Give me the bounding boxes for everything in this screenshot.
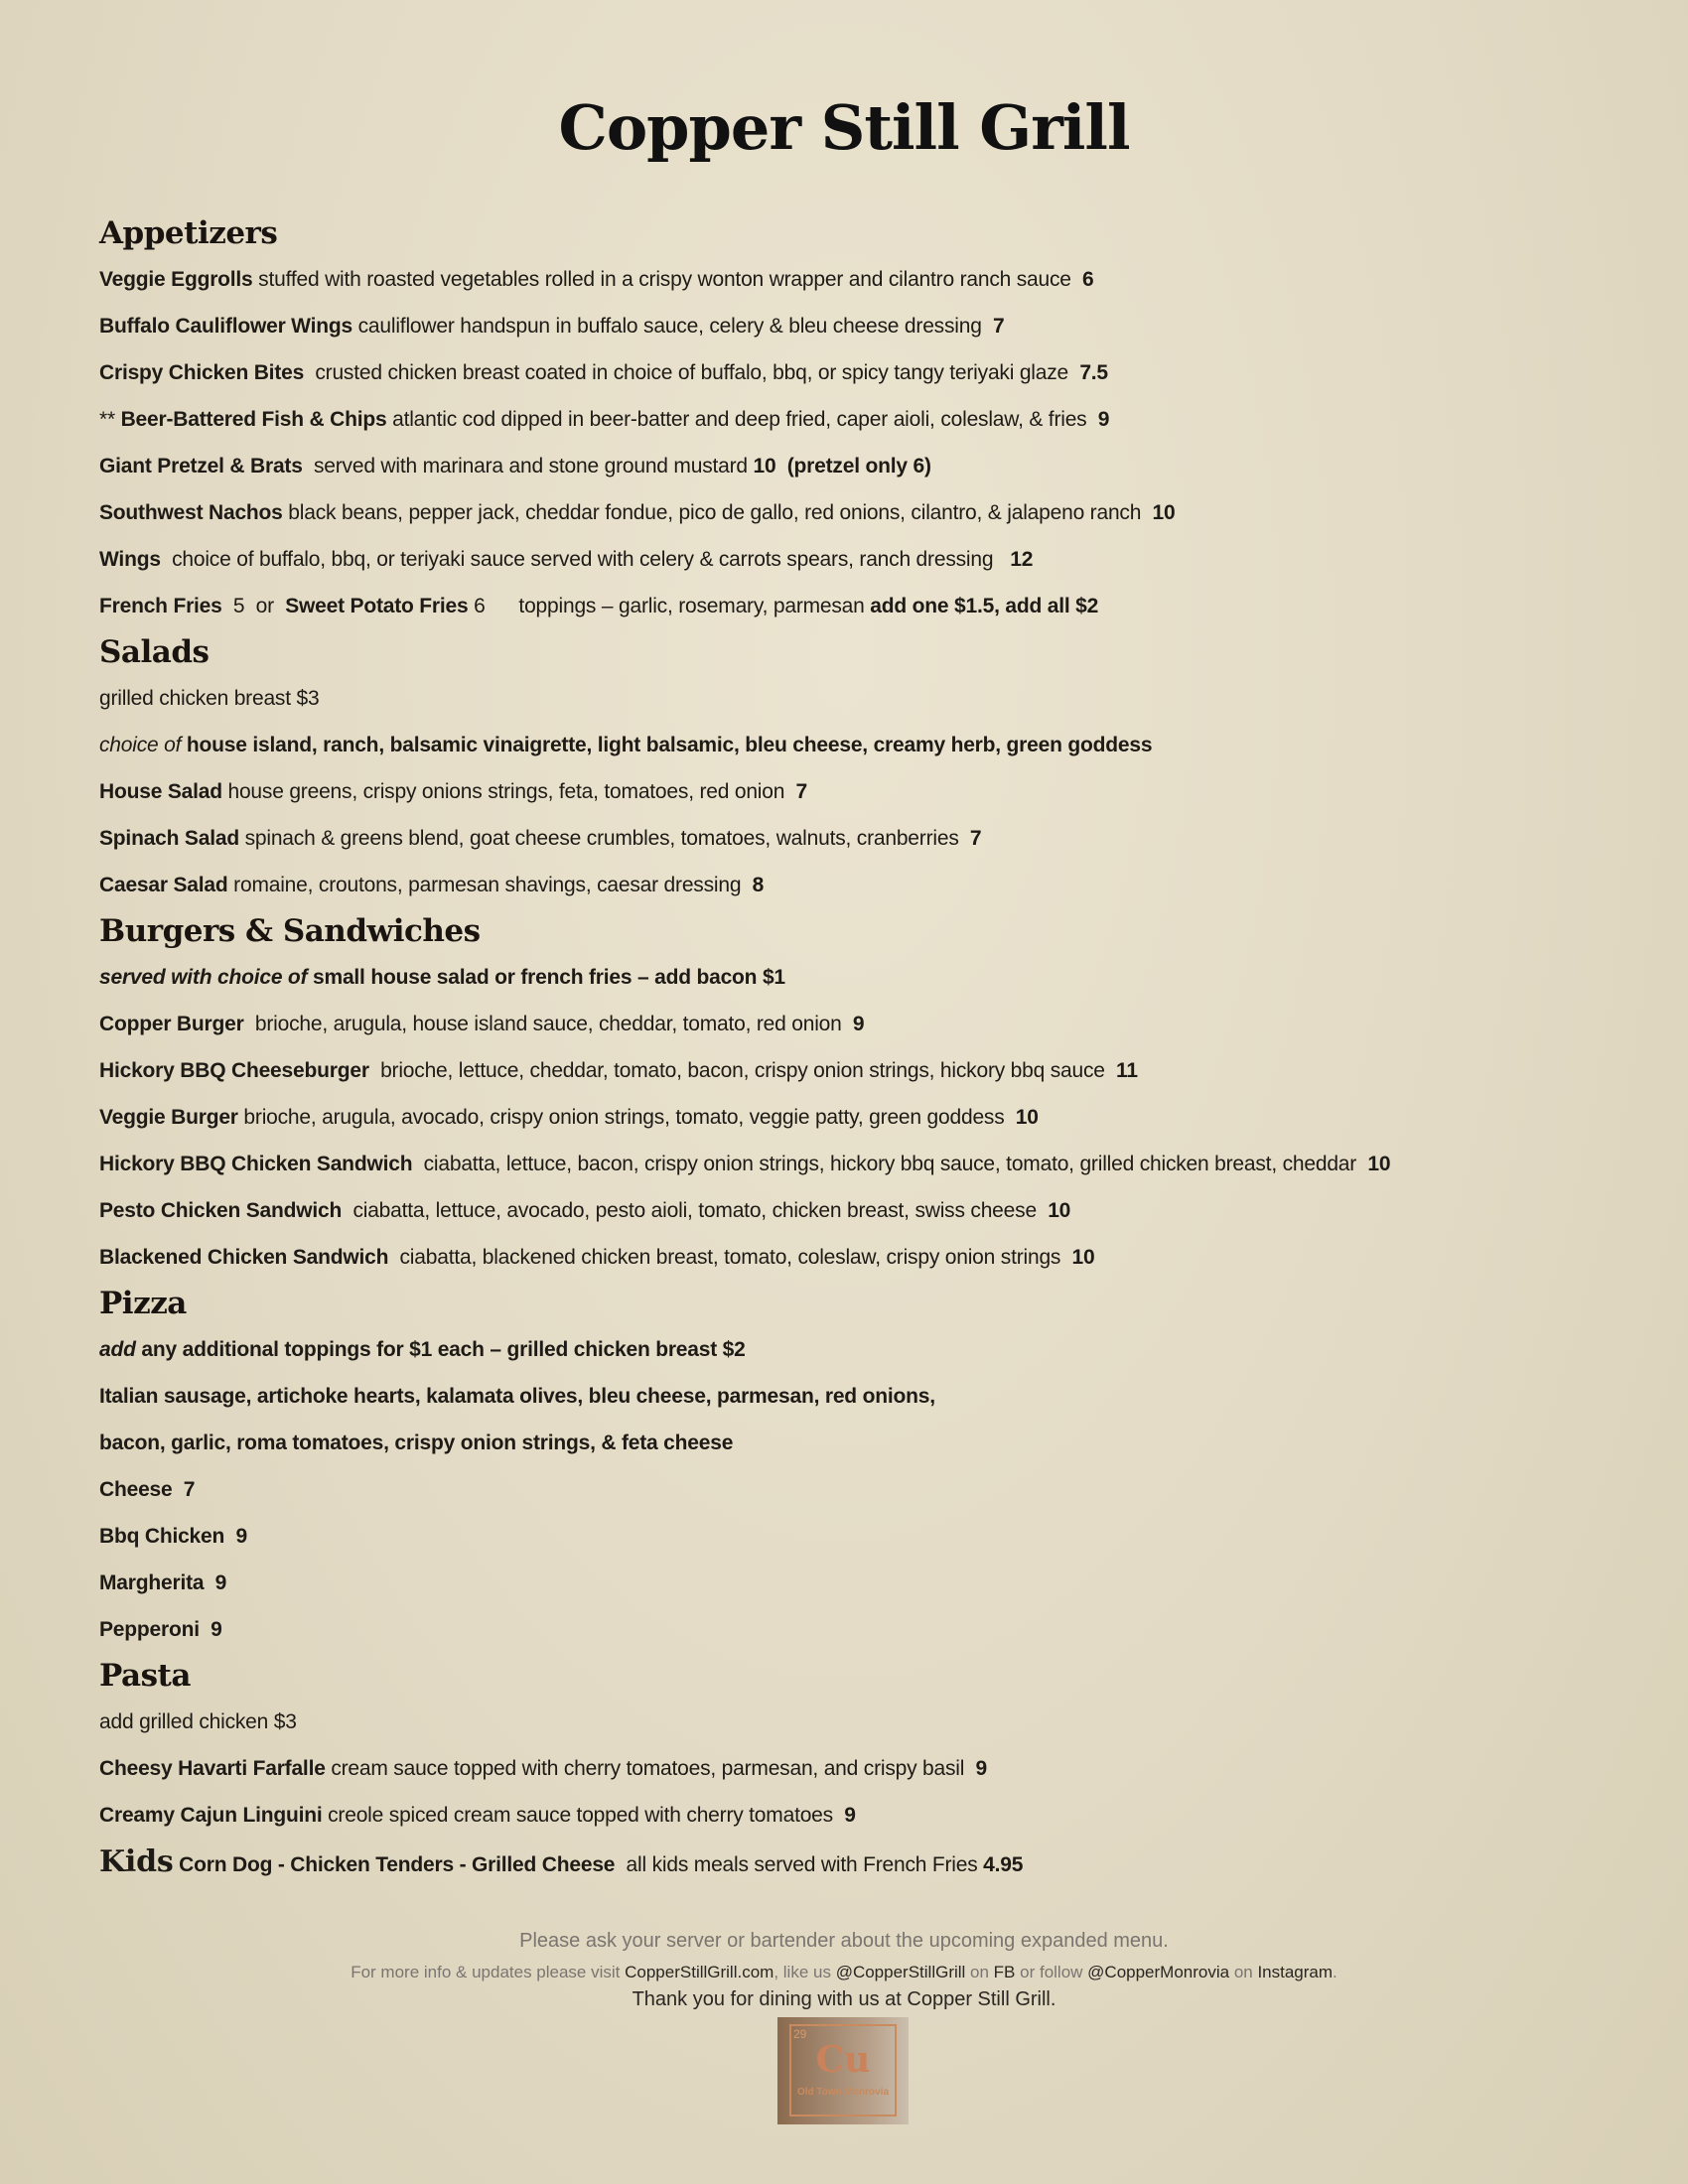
menu-item-name: Southwest Nachos (99, 501, 283, 524)
menu-item (99, 489, 1648, 536)
menu-item-name: Cheesy Havarti Farfalle (99, 1757, 326, 1780)
menu-item (99, 954, 1648, 1001)
menu-item-text: brioche, lettuce, cheddar, tomato, bacon, crispy onion strings, hickory bbq sauce (368, 1059, 1117, 1082)
menu-item-text: house greens, crispy onions strings, feta, tomatoes, red onion (221, 780, 796, 803)
menu-item-name: 10 (1015, 1106, 1039, 1129)
menu-item (99, 815, 1648, 862)
menu-item-name: 7 (992, 315, 1005, 338)
menu-item-text: 6 toppings – garlic, rosemary, parmesan (468, 595, 871, 617)
menu-item-name: Hickory BBQ Cheeseburger (99, 1059, 369, 1082)
logo-caption: Old Town Monrovia (796, 2087, 890, 2098)
menu-item-text: crusted chicken breast coated in choice of buffalo, bbq, or spicy tangy teriyaki glaze (304, 361, 1080, 384)
copper-element-logo (777, 2017, 909, 2124)
menu-item (99, 1560, 1648, 1606)
section-heading: Salads (99, 634, 210, 670)
menu-item (99, 1466, 1648, 1513)
menu-item (99, 1606, 1648, 1653)
menu-item-name: Creamy Cajun Linguini (99, 1804, 323, 1827)
menu-item-text: choice of (99, 734, 182, 756)
menu-item (99, 722, 1648, 768)
menu-item-name: Caesar Salad (99, 874, 228, 896)
menu-item-text: ** (99, 408, 121, 431)
menu-item-name: Veggie Eggrolls (99, 268, 253, 291)
menu-item-name: 9 (975, 1757, 987, 1780)
menu-item-text: cauliflower handspun in buffalo sauce, celery & bleu cheese dressing (352, 315, 993, 338)
menu-item-name: Spinach Salad (99, 827, 239, 850)
menu-item-text: spinach & greens blend, goat cheese crumbles, tomatoes, walnuts, cranberries (238, 827, 970, 850)
menu-item-text: ciabatta, lettuce, bacon, crispy onion strings, hickory bbq sauce, tomato, grilled chicken breast, cheddar (412, 1153, 1368, 1175)
menu-item (99, 675, 1648, 722)
menu-item (99, 1513, 1648, 1560)
menu-item (99, 396, 1648, 443)
menu-item-name: Veggie Burger (99, 1106, 238, 1129)
menu-item-name: Blackened Chicken Sandwich (99, 1246, 389, 1269)
menu-item (99, 1047, 1648, 1094)
social-link[interactable]: Instagram (1257, 1963, 1334, 1981)
menu-item (99, 256, 1648, 303)
menu-item-name: 7 (795, 780, 807, 803)
menu-item-name: 4.95 (983, 1853, 1024, 1876)
menu-item (99, 443, 1648, 489)
menu-item (99, 1141, 1648, 1187)
menu-item (99, 768, 1648, 815)
footer-text: on (965, 1963, 994, 1981)
menu-item-name: 10 (pretzel only 6) (753, 455, 931, 478)
social-link[interactable]: @CopperMonrovia (1087, 1963, 1230, 1981)
menu-item-name: Pesto Chicken Sandwich (99, 1199, 343, 1222)
footer-text: or follow (1015, 1963, 1088, 1981)
menu-item-name: 10 (1152, 501, 1176, 524)
menu-item-name: Corn Dog - Chicken Tenders - Grilled Cheese (173, 1853, 616, 1876)
menu-item-text: cream sauce topped with cherry tomatoes, parmesan, and crispy basil (325, 1757, 976, 1780)
menu-item-name: small house salad or french fries – add bacon $1 (307, 966, 785, 989)
menu-item-name: 9 (852, 1013, 865, 1035)
section-heading: Pizza (99, 1286, 187, 1321)
menu-item-name: 6 (1082, 268, 1094, 291)
section-heading: Appetizers (99, 215, 278, 251)
menu-item-name: 7 (969, 827, 982, 850)
menu-item (99, 1420, 1648, 1466)
menu-item-name: Hickory BBQ Chicken Sandwich (99, 1153, 413, 1175)
footer-text: , like us (774, 1963, 836, 1981)
footer-text: For more info & updates please visit (351, 1963, 626, 1981)
menu-item-name: bacon, garlic, roma tomatoes, crispy onion strings, & feta cheese (99, 1432, 734, 1454)
menu-item-name: Bbq Chicken (99, 1525, 225, 1548)
menu-item-text: Kids (99, 1844, 174, 1879)
menu-item-name: 9 (211, 1618, 222, 1641)
menu-item-name: Giant Pretzel & Brats (99, 455, 303, 478)
footer-expanded-menu-note: Please ask your server or bartender about the upcoming expanded menu. (519, 1930, 1169, 1952)
menu-item-text: brioche, arugula, house island sauce, cheddar, tomato, red onion (243, 1013, 853, 1035)
menu-item (99, 1187, 1648, 1234)
menu-item-name: Italian sausage, artichoke hearts, kalamata olives, bleu cheese, parmesan, red onions, (99, 1385, 935, 1408)
menu-item-name: Buffalo Cauliflower Wings (99, 315, 352, 338)
footer-thank-you: Thank you for dining with us at Copper Still Grill. (632, 1988, 1056, 2010)
menu-item (99, 1094, 1648, 1141)
menu-item (99, 583, 1648, 629)
menu-item (99, 349, 1648, 396)
menu-item-text: 5 or (221, 595, 286, 617)
menu-item (99, 536, 1648, 583)
menu-item-name: 10 (1071, 1246, 1095, 1269)
menu-item-name: 12 (1010, 548, 1034, 571)
menu-item (99, 1745, 1648, 1792)
menu-item (99, 862, 1648, 908)
menu-item-text (200, 1618, 211, 1641)
menu-item-text: grilled chicken breast $3 (99, 687, 320, 710)
menu-item-text: creole spiced cream sauce topped with cherry tomatoes (322, 1804, 845, 1827)
menu-item-name: 7 (183, 1478, 196, 1501)
menu-body (99, 210, 1648, 1885)
social-link[interactable]: FB (993, 1963, 1016, 1981)
menu-item-name: Margherita (99, 1571, 205, 1594)
section-heading: Pasta (99, 1658, 191, 1694)
restaurant-title: Copper Still Grill (558, 91, 1130, 164)
menu-item-name: 8 (752, 874, 765, 896)
menu-item (99, 1792, 1648, 1839)
menu-item-text: black beans, pepper jack, cheddar fondue, pico de gallo, red onions, cilantro, & jalapeno ranch (282, 501, 1153, 524)
menu-item-name: French Fries (99, 595, 222, 617)
footer-text: . (1333, 1963, 1337, 1981)
menu-item-text (173, 1478, 184, 1501)
menu-item-text: served with marinara and stone ground mustard (302, 455, 754, 478)
menu-item-name: 10 (1367, 1153, 1391, 1175)
menu-item-text: ciabatta, lettuce, avocado, pesto aioli, tomato, chicken breast, swiss cheese (342, 1199, 1049, 1222)
menu-item (99, 1001, 1648, 1047)
social-link[interactable]: @CopperStillGrill (835, 1963, 966, 1981)
logo-atomic-number: 29 (793, 2027, 807, 2041)
menu-item-text (204, 1571, 214, 1594)
menu-item-text: served with choice of (99, 966, 308, 989)
menu-item-text: add (99, 1338, 136, 1361)
social-link[interactable]: CopperStillGrill.com (625, 1963, 774, 1981)
menu-item-name: Cheese (99, 1478, 173, 1501)
menu-item-text (224, 1525, 235, 1548)
menu-item (99, 1839, 1648, 1885)
menu-item (99, 1373, 1648, 1420)
menu-item-name: Pepperoni (99, 1618, 200, 1641)
menu-item-name: house island, ranch, balsamic vinaigrette, light balsamic, bleu cheese, creamy herb, green goddess (181, 734, 1153, 756)
footer-text: on (1229, 1963, 1258, 1981)
menu-item-name: 9 (235, 1525, 247, 1548)
menu-item-name: Copper Burger (99, 1013, 244, 1035)
logo-symbol: Cu (815, 2039, 871, 2081)
menu-item-text: stuffed with roasted vegetables rolled in a crispy wonton wrapper and cilantro ranch sauce (252, 268, 1083, 291)
menu-item-text: all kids meals served with French Fries (615, 1853, 984, 1876)
menu-item-name: 7.5 (1079, 361, 1108, 384)
menu-item-text: add grilled chicken $3 (99, 1710, 297, 1733)
menu-item-name: House Salad (99, 780, 222, 803)
menu-item-name: add one $1.5, add all $2 (870, 595, 1099, 617)
menu-item-name: Wings (99, 548, 161, 571)
menu-item-name: Beer-Battered Fish & Chips (120, 408, 387, 431)
menu-item-name: 9 (214, 1571, 227, 1594)
menu-item (99, 1234, 1648, 1281)
menu-item (99, 303, 1648, 349)
footer-social-info (0, 1963, 1688, 1982)
menu-item-text: atlantic cod dipped in beer-batter and deep fried, caper aioli, coleslaw, & fries (386, 408, 1098, 431)
menu-item-name: 11 (1116, 1059, 1138, 1082)
menu-item-text: ciabatta, blackened chicken breast, tomato, coleslaw, crispy onion strings (388, 1246, 1072, 1269)
menu-item-name: 9 (844, 1804, 856, 1827)
menu-item-name: Crispy Chicken Bites (99, 361, 305, 384)
menu-item (99, 1699, 1648, 1745)
menu-item-name: Sweet Potato Fries (285, 595, 469, 617)
menu-item-name: 10 (1048, 1199, 1071, 1222)
menu-item-text: brioche, arugula, avocado, crispy onion strings, tomato, veggie patty, green goddess (237, 1106, 1016, 1129)
menu-item-name: 9 (1097, 408, 1110, 431)
section-heading: Burgers & Sandwiches (99, 913, 481, 949)
menu-item-text: choice of buffalo, bbq, or teriyaki sauce served with celery & carrots spears, ranch dressing (160, 548, 1011, 571)
menu-item-text: romaine, croutons, parmesan shavings, caesar dressing (227, 874, 753, 896)
menu-item (99, 1326, 1648, 1373)
menu-item-name: any additional toppings for $1 each – grilled chicken breast $2 (135, 1338, 746, 1361)
